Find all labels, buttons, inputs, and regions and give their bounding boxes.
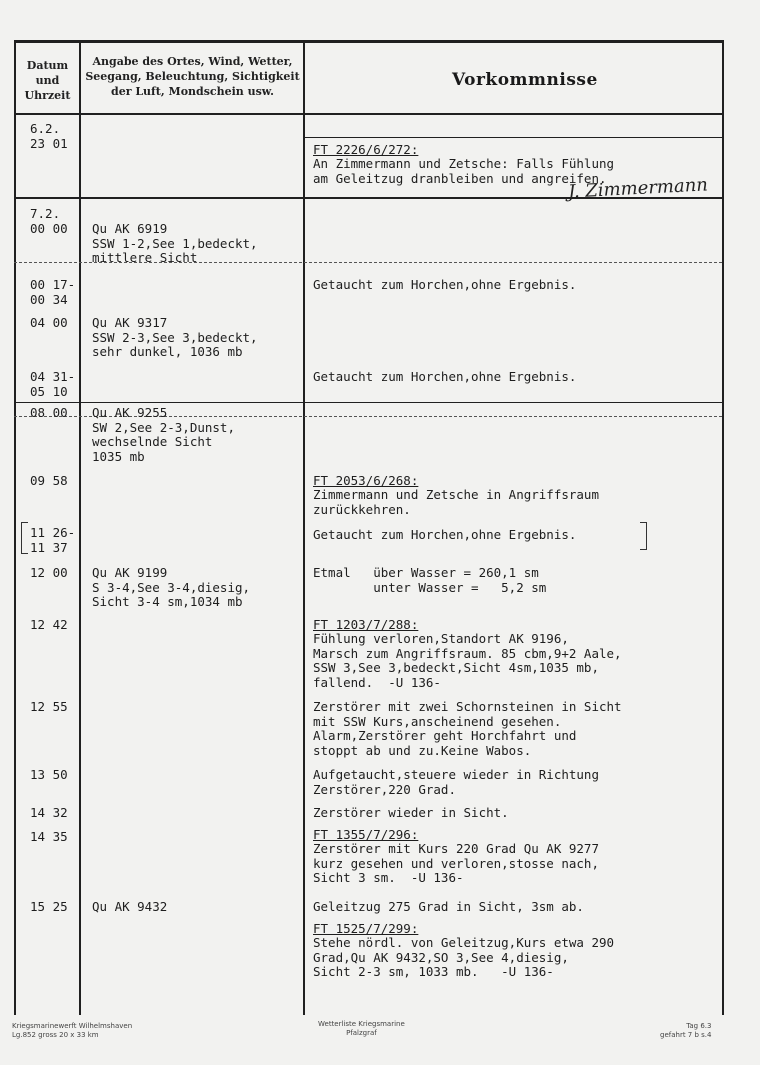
entry-event: Zimmermann und Zetsche in Angriffsraum zurückkehren. [313, 487, 599, 517]
entry-time: 12 42 [30, 617, 68, 632]
header-place: Angabe des Ortes, Wind, Wetter, Seegang, Beleuchtung, Sichtigkeit der Luft, Mondschein usw. [85, 55, 300, 98]
entry-time: 6.2. 23 01 [30, 121, 68, 151]
entry-time: 14 35 [30, 829, 68, 844]
entry-ref: FT 2053/6/268: [313, 473, 419, 488]
date-column-divider [79, 40, 81, 1015]
left-border [14, 40, 16, 1015]
place-column-divider [303, 40, 305, 1015]
row-rule [14, 402, 722, 403]
bracket-left [21, 522, 28, 554]
entry-ref: FT 1203/7/288: [313, 617, 419, 632]
entry-time: 12 55 [30, 699, 68, 714]
footer-left: Kriegsmarinewerft Wilhelmshaven Lg.852 gross 20 x 33 km [12, 1022, 133, 1039]
signature: J. Zimmermann [567, 174, 709, 203]
entry-time: 7.2. 00 00 [30, 206, 68, 236]
entry-time: 12 00 [30, 565, 68, 580]
entry-place: Qu AK 6919 SSW 1-2,See 1,bedeckt, mittlere Sicht [92, 221, 258, 265]
entry-time: 09 58 [30, 473, 68, 488]
entry-ref: FT 1525/7/299: [313, 921, 419, 936]
entry-event: Stehe nördl. von Geleitzug,Kurs etwa 290 Grad,Qu AK 9432,SO 3,See 4,diesig, Sicht 2-3 sm, 1033 mb. -U 136- [313, 935, 615, 979]
footer-right: Tag 6.3 gefahrt 7 b s.4 [660, 1022, 712, 1039]
bracket-right [640, 522, 647, 550]
entry-event: Getaucht zum Horchen,ohne Ergebnis. [313, 369, 577, 384]
entry-time: 04 31- 05 10 [30, 369, 76, 399]
entry-event: Etmal über Wasser = 260,1 sm unter Wasser = 5,2 sm [313, 565, 547, 595]
entry-time: 00 17- 00 34 [30, 277, 76, 307]
entry-time: 14 32 [30, 805, 68, 820]
entry-time: 13 50 [30, 767, 68, 782]
entry-time: 04 00 [30, 315, 68, 330]
entry-event: Geleitzug 275 Grad in Sicht, 3sm ab. [313, 899, 584, 914]
header-date: Datum und Uhrzeit [24, 59, 71, 102]
entry-event: Getaucht zum Horchen,ohne Ergebnis. [313, 277, 577, 292]
entry-event: Aufgetaucht,steuere wieder in Richtung Zerstörer,220 Grad. [313, 767, 599, 797]
right-border [722, 40, 724, 1015]
entry-place: Qu AK 9199 S 3-4,See 3-4,diesig, Sicht 3-4 sm,1034 mb [92, 565, 251, 609]
entry-time: 15 25 [30, 899, 68, 914]
entry-ref: FT 2226/6/272: [313, 142, 419, 157]
entry-event: Zerstörer mit Kurs 220 Grad Qu AK 9277 kurz gesehen und verloren,stosse nach, Sicht 3 sm. -U 136- [313, 841, 599, 885]
header-rule [14, 113, 722, 115]
entry-place: Qu AK 9432 [92, 899, 168, 914]
entry-event: An Zimmermann und Zetsche: Falls Fühlung am Geleitzug dranbleiben und angreifen. [313, 156, 615, 186]
entry-place: Qu AK 9317 SSW 2-3,See 3,bedeckt, sehr dunkel, 1036 mb [92, 315, 258, 359]
row-rule [303, 137, 722, 138]
entry-event: Getaucht zum Horchen,ohne Ergebnis. [313, 527, 577, 542]
footer-center: Wetterliste Kriegsmarine Pfalzgraf [318, 1020, 405, 1037]
entry-ref: FT 1355/7/296: [313, 827, 419, 842]
entry-time: 08 00 [30, 405, 68, 420]
entry-time: 11 26- 11 37 [30, 525, 76, 555]
entry-event: Zerstörer mit zwei Schornsteinen in Sicht mit SSW Kurs,anscheinend gesehen. Alarm,Zerstörer geht Horchfahrt und stoppt ab und zu.Keine Wabos. [313, 699, 622, 758]
entry-event: Zerstörer wieder in Sicht. [313, 805, 509, 820]
entry-place: Qu AK 9255 SW 2,See 2-3,Dunst, wechselnde Sicht 1035 mb [92, 405, 235, 464]
top-rule [14, 40, 722, 43]
entry-event: Fühlung verloren,Standort AK 9196, Marsch zum Angriffsraum. 85 cbm,9+2 Aale, SSW 3,See 3,bedeckt,Sicht 4sm,1035 mb, fallend. -U 136- [313, 631, 622, 690]
header-events: Vorkommnisse [452, 70, 598, 90]
